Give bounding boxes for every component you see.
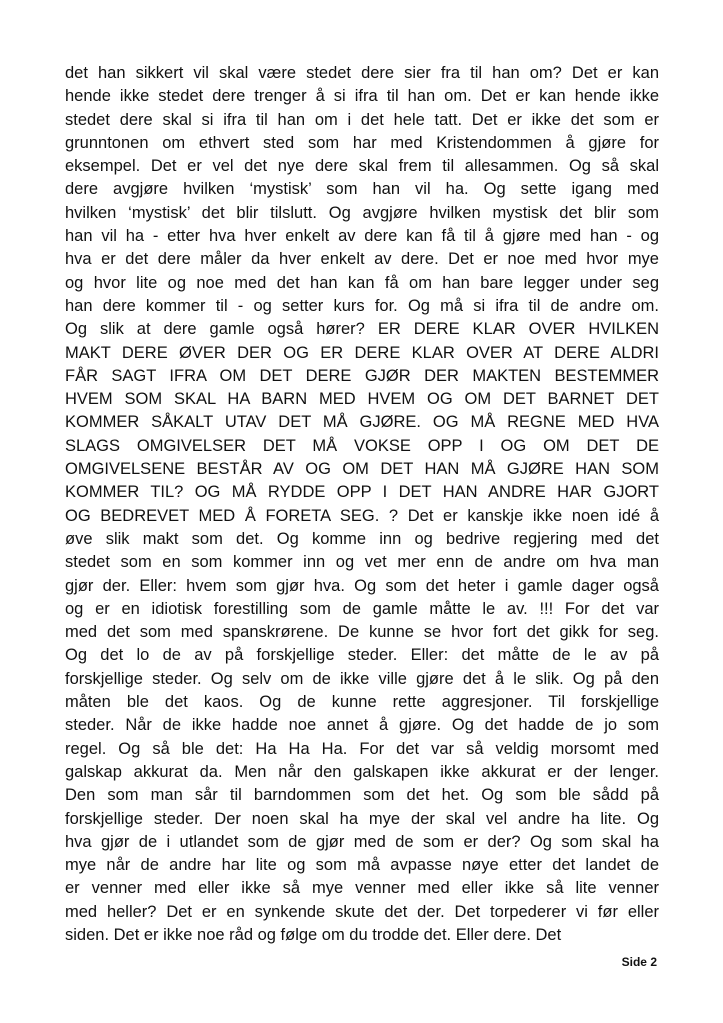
text-line: siden. Det er ikke noe råd og følge om du trodde det. Eller dere. Det bbox=[65, 925, 562, 944]
text-line: og hvor lite og noe med det han kan få om han bare legger under seg bbox=[65, 273, 659, 292]
body-paragraph bbox=[65, 62, 659, 947]
text-line: hva gjør de i utlandet som de gjør med de som er der? Og som skal ha bbox=[65, 832, 659, 851]
text-line: FÅR SAGT IFRA OM DET DERE GJØR DER MAKTEN BESTEMMER bbox=[65, 366, 659, 385]
text-line: OG BEDREVET MED Å FORETA SEG. ? Det er kanskje ikke noen idé å bbox=[65, 506, 659, 525]
text-line: Den som man sår til barndommen som det het. Og som ble sådd på bbox=[65, 786, 659, 805]
text-line: forskjellige steder. Og selv om de ikke ville gjøre det å le slik. Og på den bbox=[65, 669, 659, 688]
text-line: han vil ha - etter hva hver enkelt av dere kan få til å gjøre med han - og bbox=[65, 227, 659, 246]
text-line: øve slik makt som det. Og komme inn og bedrive regjering med det bbox=[65, 529, 659, 548]
text-line: steder. Når de ikke hadde noe annet å gjøre. Og det hadde de jo som bbox=[65, 716, 659, 735]
text-line: grunntonen om ethvert sted som har med Kristendommen å gjøre for bbox=[65, 133, 659, 152]
text-line: forskjellige steder. Der noen skal ha mye der skal vel andre ha lite. Og bbox=[65, 809, 659, 828]
text-line: det han sikkert vil skal være stedet dere sier fra til han om? Det er kan bbox=[65, 64, 659, 82]
text-line: hva er det dere måler da hver enkelt av dere. Det er noe med hvor mye bbox=[65, 250, 659, 269]
text-line: hende ikke stedet dere trenger å si ifra til han om. Det er kan hende ikke bbox=[65, 87, 659, 106]
text-line: og er en idiotisk forestilling som de gamle måtte le av. !!! For det var bbox=[65, 599, 659, 618]
text-line: han dere kommer til - og setter kurs for. Og må si ifra til de andre om. bbox=[65, 296, 659, 315]
text-line: Og det lo de av på forskjellige steder. Eller: det måtte de le av på bbox=[65, 646, 659, 665]
text-line: Og slik at dere gamle også hører? ER DERE KLAR OVER HVILKEN bbox=[65, 320, 659, 339]
text-line: med heller? Det er en synkende skute det der. Det torpederer vi før eller bbox=[65, 902, 659, 921]
text-line: måten ble det kaos. Og de kunne rette aggresjoner. Til forskjellige bbox=[65, 693, 659, 712]
text-line: HVEM SOM SKAL HA BARN MED HVEM OG OM DET BARNET DET bbox=[65, 390, 659, 409]
text-line: KOMMER SÅKALT UTAV DET MÅ GJØRE. OG MÅ REGNE MED HVA bbox=[65, 413, 659, 432]
text-line: hvilken ‘mystisk’ det blir tilslutt. Og avgjøre hvilken mystisk det blir som bbox=[65, 203, 659, 222]
text-line: dere avgjøre hvilken ‘mystisk’ som han vil ha. Og sette igang med bbox=[65, 180, 659, 199]
text-line: stedet dere skal si ifra til han om i det hele tatt. Det er ikke det som er bbox=[65, 110, 659, 129]
text-line: er venner med eller ikke så mye venner med eller ikke så lite venner bbox=[65, 879, 659, 898]
text-line: med det som med spanskrørene. De kunne se hvor fort det gikk for seg. bbox=[65, 623, 659, 642]
text-line: regel. Og så ble det: Ha Ha Ha. For det var så veldig morsomt med bbox=[65, 739, 659, 758]
text-line: galskap akkurat da. Men når den galskapen ikke akkurat er der lenger. bbox=[65, 762, 659, 781]
page-number-footer: Side 2 bbox=[621, 955, 657, 969]
text-line: OMGIVELSENE BESTÅR AV OG OM DET HAN MÅ GJØRE HAN SOM bbox=[65, 460, 659, 479]
text-line: eksempel. Det er vel det nye dere skal frem til allesammen. Og så skal bbox=[65, 157, 659, 176]
text-line: stedet som en som kommer inn og vet mer enn de andre om hva man bbox=[65, 553, 659, 572]
text-line: SLAGS OMGIVELSER DET MÅ VOKSE OPP I OG OM DET DE bbox=[65, 436, 659, 455]
text-line: mye når de andre har lite og som må avpasse nøye etter det landet de bbox=[65, 856, 659, 875]
text-line: gjør der. Eller: hvem som gjør hva. Og som det heter i gamle dager også bbox=[65, 576, 659, 595]
text-line: MAKT DERE ØVER DER OG ER DERE KLAR OVER AT DERE ALDRI bbox=[65, 343, 659, 362]
text-line: KOMMER TIL? OG MÅ RYDDE OPP I DET HAN ANDRE HAR GJORT bbox=[65, 483, 659, 502]
